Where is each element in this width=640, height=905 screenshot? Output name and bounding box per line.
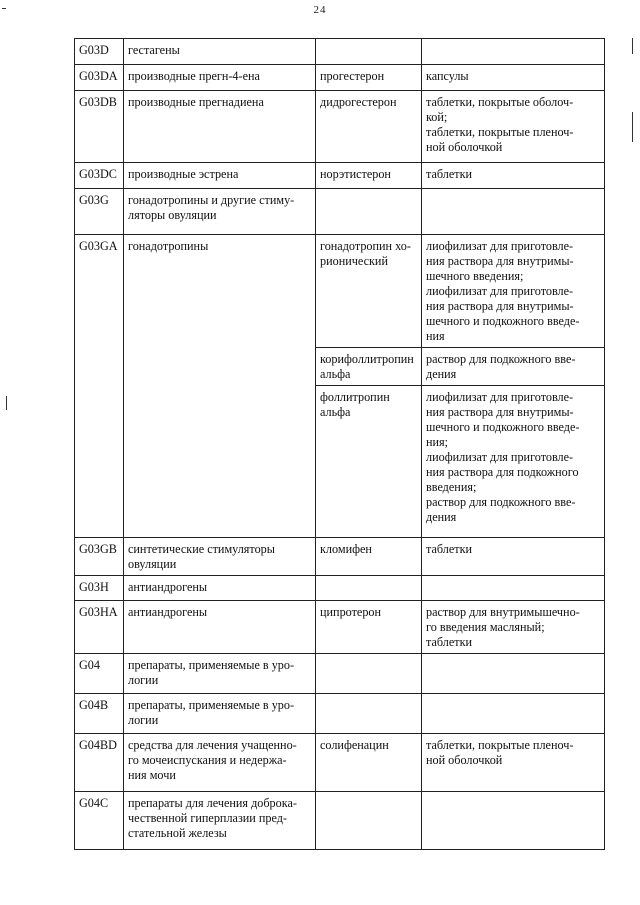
margin-mark <box>6 396 7 410</box>
drug-name-cell <box>316 189 422 235</box>
dosage-form-cell: раствор для внутримышечно- го введения масляный; таблетки <box>422 601 605 654</box>
atc-group-name-cell: антиандрогены <box>124 601 316 654</box>
atc-code-cell: G03GB <box>75 538 124 576</box>
drug-name-cell: ципротерон <box>316 601 422 654</box>
dosage-form-cell <box>422 39 605 65</box>
drug-name-cell: кломифен <box>316 538 422 576</box>
drug-name-cell <box>316 694 422 734</box>
dosage-form-cell: таблетки <box>422 163 605 189</box>
dosage-form-cell <box>422 694 605 734</box>
atc-group-name-cell: препараты, применяемые в уро- логии <box>124 694 316 734</box>
table-row <box>75 163 605 189</box>
dosage-form-cell <box>422 189 605 235</box>
table-row <box>75 576 605 601</box>
table-row <box>75 91 605 163</box>
atc-group-name-cell: препараты для лечения доброка- чественной гиперплазии пред- стательной железы <box>124 792 316 850</box>
atc-code-cell: G03DA <box>75 65 124 91</box>
atc-group-name-cell: синтетические стимуляторы овуляции <box>124 538 316 576</box>
atc-group-name-cell: гонадотропины и другие стиму- ляторы овуляции <box>124 189 316 235</box>
dosage-form-cell: таблетки, покрытые оболоч- кой; таблетки, покрытые пленоч- ной оболочкой <box>422 91 605 163</box>
table-row <box>75 792 605 850</box>
atc-code-cell: G04C <box>75 792 124 850</box>
dosage-form-cell: лиофилизат для приготовле- ния раствора для внутримы- шечного и подкожного введе- ния; лиофилизат для приготовле- ния раствора для подкожного введения; раствор для подкожного вве- дения <box>422 386 605 538</box>
table-row <box>75 189 605 235</box>
atc-code-cell: G03H <box>75 576 124 601</box>
drug-name-cell: гонадотропин хо- рионический <box>316 235 422 348</box>
table-row <box>75 694 605 734</box>
drug-name-cell: фоллитропин альфа <box>316 386 422 538</box>
drug-name-cell <box>316 654 422 694</box>
page-number: 24 <box>313 4 327 16</box>
atc-code-cell: G03G <box>75 189 124 235</box>
drug-name-cell <box>316 792 422 850</box>
atc-code-cell: G03D <box>75 39 124 65</box>
drug-name-cell: норэтистерон <box>316 163 422 189</box>
drug-name-cell: дидрогестерон <box>316 91 422 163</box>
drug-name-cell <box>316 576 422 601</box>
table-row <box>75 235 605 348</box>
atc-code-cell: G03HA <box>75 601 124 654</box>
atc-group-name-cell: средства для лечения учащенно- го мочеиспускания и недержа- ния мочи <box>124 734 316 792</box>
dosage-form-cell: таблетки <box>422 538 605 576</box>
atc-group-name-cell: производные эстрена <box>124 163 316 189</box>
dosage-form-cell: капсулы <box>422 65 605 91</box>
table-row <box>75 39 605 65</box>
drug-name-cell: солифенацин <box>316 734 422 792</box>
dosage-form-cell: раствор для подкожного вве- дения <box>422 348 605 386</box>
table-row <box>75 65 605 91</box>
atc-group-name-cell: препараты, применяемые в уро- логии <box>124 654 316 694</box>
drug-name-cell: корифоллитропин альфа <box>316 348 422 386</box>
atc-group-name-cell: гонадотропины <box>124 235 316 538</box>
atc-code-cell: G03DC <box>75 163 124 189</box>
drug-classification-table <box>74 38 605 850</box>
drug-name-cell <box>316 39 422 65</box>
dosage-form-cell: таблетки, покрытые пленоч- ной оболочкой <box>422 734 605 792</box>
dosage-form-cell <box>422 654 605 694</box>
atc-code-cell: G04B <box>75 694 124 734</box>
atc-code-cell: G03DB <box>75 91 124 163</box>
atc-code-cell: G04 <box>75 654 124 694</box>
dosage-form-cell <box>422 576 605 601</box>
atc-group-name-cell: производные прегнадиена <box>124 91 316 163</box>
dosage-form-cell: лиофилизат для приготовле- ния раствора для внутримы- шечного введения; лиофилизат для приготовле- ния раствора для внутримы- шечного и подкожного введе- ния <box>422 235 605 348</box>
dosage-form-cell <box>422 792 605 850</box>
table-row <box>75 654 605 694</box>
atc-group-name-cell: гестагены <box>124 39 316 65</box>
margin-mark <box>2 8 6 9</box>
atc-code-cell: G03GA <box>75 235 124 538</box>
table-row <box>75 601 605 654</box>
atc-group-name-cell: антиандрогены <box>124 576 316 601</box>
margin-mark <box>632 38 633 54</box>
table-row <box>75 538 605 576</box>
table-row <box>75 734 605 792</box>
atc-group-name-cell: производные прегн-4-ена <box>124 65 316 91</box>
drug-name-cell: прогестерон <box>316 65 422 91</box>
margin-mark <box>632 112 633 142</box>
atc-code-cell: G04BD <box>75 734 124 792</box>
